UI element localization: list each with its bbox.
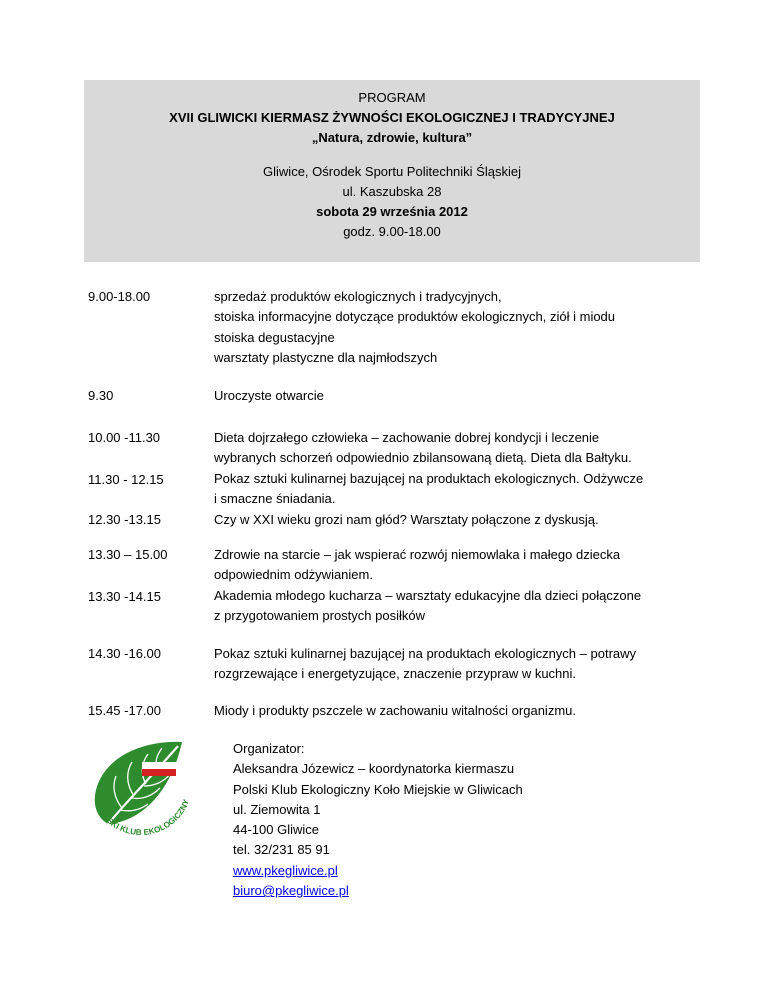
schedule-description — [214, 644, 694, 685]
logo-text: POLSKI KLUB EKOLOGICZNY — [94, 798, 192, 838]
schedule-time: 9.30 — [88, 388, 114, 403]
email-link[interactable]: biuro@pkegliwice.pl — [233, 883, 349, 899]
flag-white-stripe — [142, 762, 176, 769]
schedule-time: 14.30 -16.00 — [88, 646, 162, 661]
description-line: Zdrowie na starcie – jak wspierać rozwój niemowlaka i małego dziecka — [214, 547, 621, 562]
schedule-description — [214, 545, 694, 627]
organizer-name: Polski Klub Ekologiczny Koło Miejskie w Gliwicach — [233, 781, 523, 797]
description-line: stoiska informacyjne dotyczące produktów ekologicznych, ziół i miodu — [214, 309, 616, 325]
event-street: ul. Kaszubska 28 — [342, 184, 442, 199]
description-line: z przygotowaniem prostych posiłków — [214, 608, 425, 624]
description-line: Czy w XXI wieku grozi nam głód? Warsztaty połączone z dyskusją. — [214, 511, 599, 527]
description-line: i smaczne śniadania. — [214, 491, 336, 507]
schedule-time: 10.00 -11.30 — [88, 430, 161, 445]
organizer-city: 44-100 Gliwice — [233, 822, 319, 838]
schedule-description — [214, 701, 694, 721]
organizer-block — [233, 739, 523, 901]
event-venue: Gliwice, Ośrodek Sportu Politechniki Śląskiej — [263, 164, 521, 179]
event-motto: „Natura, zdrowie, kultura” — [311, 130, 473, 145]
description-line: Pokaz sztuki kulinarnej bazującej na produktach ekologicznych – potrawy — [214, 646, 637, 661]
description-line: Dieta dojrzałego człowieka – zachowanie dobrej kondycji i leczenie — [214, 430, 600, 445]
description-line: Uroczyste otwarcie — [214, 388, 324, 403]
header-box — [84, 80, 700, 262]
event-title: XVII GLIWICKI KIERMASZ ŻYWNOŚCI EKOLOGICZNEJ I TRADYCYJNEJ — [169, 110, 615, 125]
organizer-coordinator: Aleksandra Józewicz – koordynatorka kiermaszu — [233, 761, 515, 777]
website-link[interactable]: www.pkegliwice.pl — [233, 862, 338, 878]
schedule-time: 11.30 - 12.15 — [88, 472, 164, 487]
description-line: odpowiednim odżywianiem. — [214, 567, 373, 583]
description-line: Miody i produkty pszczele w zachowaniu witalności organizmu. — [214, 703, 576, 718]
event-date: sobota 29 września 2012 — [316, 204, 468, 219]
description-line: rozgrzewające i energetyzujące, znaczenie przypraw w kuchni. — [214, 666, 577, 682]
description-line: wybranych schorzeń odpowiednio zbilansowaną dietą. Dieta dla Bałtyku. — [214, 450, 632, 466]
schedule-description — [214, 428, 694, 530]
schedule-time: 9.00-18.00 — [88, 289, 151, 304]
schedule-time: 13.30 – 15.00 — [88, 547, 168, 562]
description-line: Pokaz sztuki kulinarnej bazującej na produktach ekologicznych. Odżywcze — [214, 470, 644, 486]
description-line: sprzedaż produktów ekologicznych i tradycyjnych, — [214, 289, 502, 304]
organizer-phone: tel. 32/231 85 91 — [233, 842, 330, 858]
program-label: PROGRAM — [358, 90, 426, 105]
organizer-street: ul. Ziemowita 1 — [233, 801, 321, 817]
schedule-time: 13.30 -14.15 — [88, 589, 162, 604]
flag-red-stripe — [142, 769, 176, 776]
schedule-description — [214, 386, 694, 406]
description-line: Akademia młodego kucharza – warsztaty edukacyjne dla dzieci połączone — [214, 587, 642, 603]
description-line: stoiska degustacyjne — [214, 329, 335, 345]
schedule-description — [214, 287, 694, 369]
organizer-heading: Organizator: — [233, 741, 305, 756]
event-hours: godz. 9.00-18.00 — [343, 224, 441, 239]
description-line: warsztaty plastyczne dla najmłodszych — [214, 350, 438, 366]
schedule-time: 15.45 -17.00 — [88, 703, 162, 718]
leaf-shape — [95, 742, 182, 824]
schedule-time: 12.30 -13.15 — [88, 512, 162, 527]
leaf-logo-icon — [86, 738, 196, 848]
